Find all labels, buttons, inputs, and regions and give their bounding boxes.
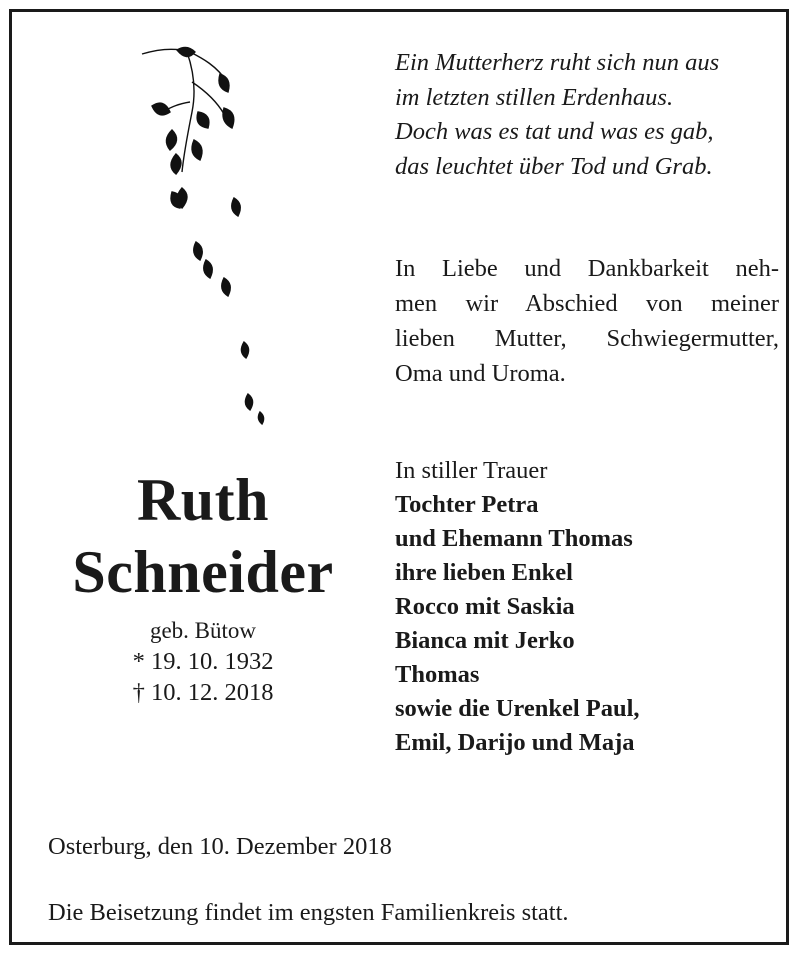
mourner-line: Rocco mit Saskia <box>395 593 575 620</box>
poem-line: das leuchtet über Tod und Grab. <box>395 152 713 180</box>
mourner-line: Emil, Darijo und Maja <box>395 729 635 756</box>
burial-note: Die Beisetzung findet im engsten Familienkreis statt. <box>48 899 569 926</box>
statement-line: In Liebe und Dankbarkeit neh- <box>395 255 779 282</box>
deceased-birth-name: geb. Bütow <box>149 618 257 643</box>
mourner-line: Bianca mit Jerko <box>395 627 575 654</box>
mourner-line: und Ehemann Thomas <box>395 525 633 552</box>
birth-date: * 19. 10. 1932 <box>132 648 274 675</box>
statement-line: Oma und Uroma. <box>395 360 566 387</box>
poem-line: Ein Mutterherz ruht sich nun aus <box>395 49 720 76</box>
falling-leaves-branch-icon <box>132 42 292 442</box>
statement-line: men wir Abschied von meiner <box>395 290 779 317</box>
farewell-statement <box>395 251 779 391</box>
deceased-block <box>32 464 374 708</box>
death-date: † 10. 12. 2018 <box>132 679 274 706</box>
poem-line: im letzten stillen Erdenhaus. <box>395 83 674 111</box>
deceased-first-name: Ruth <box>136 467 270 533</box>
deceased-last-name: Schneider <box>72 539 334 605</box>
mourner-line: sowie die Urenkel Paul, <box>395 695 640 722</box>
statement-line: lieben Mutter, Schwiegermutter, <box>395 325 779 352</box>
mourner-line: Tochter Petra <box>395 491 539 518</box>
place-and-date: Osterburg, den 10. Dezember 2018 <box>48 833 392 860</box>
memorial-poem <box>395 46 795 184</box>
mourners-intro: In stiller Trauer <box>395 457 548 484</box>
obituary-notice <box>9 9 789 945</box>
poem-line: Doch was es tat und was es gab, <box>395 118 714 145</box>
mourner-line: Thomas <box>395 661 480 688</box>
mourners-list <box>395 454 795 760</box>
mourner-line: ihre lieben Enkel <box>395 559 573 586</box>
